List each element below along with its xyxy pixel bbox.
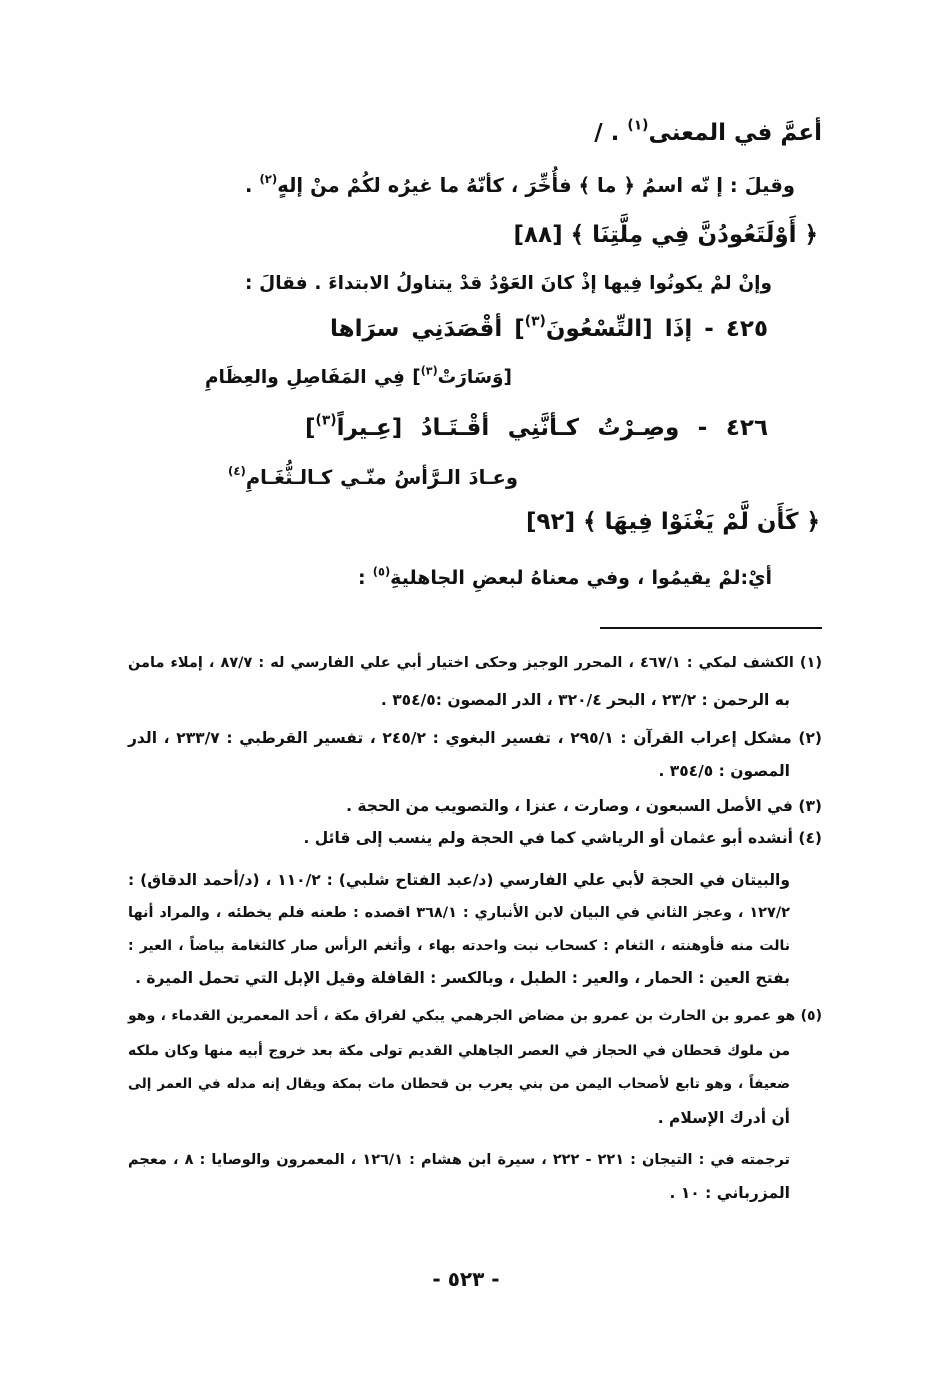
body-line-1	[492, 115, 822, 151]
body-text: :	[358, 567, 373, 589]
footnote-ref: (٣)	[420, 364, 438, 378]
footnote-5-line-2: من ملوك قحطان في الحجاز في العصر الجاهلي القديم تولى مكة بعد خروج أبيه منها وكان ملكه	[128, 1043, 790, 1059]
body-text: وإنْ لمْ يكونُوا فِيها إذْ كانَ العَوْدُ قدْ يتناولُ الابتداءَ . فقالَ :	[245, 273, 772, 294]
quran-quote-88	[478, 217, 818, 253]
footnote-5-line-4: أن أدرك الإسلام .	[657, 1109, 790, 1127]
verse-text: [وَسَارَتْ	[437, 367, 512, 388]
footnote-3-line-1: (٣) في الأصل السبعون ، وصارت ، عنزا ، والتصويب من الحجة .	[346, 797, 822, 815]
quran-text: ﴿ أَوْلَتَعُودُنَّ فِي مِلَّتِنَا ﴾ [٨٨]	[513, 222, 818, 248]
verse-text: ]	[305, 415, 316, 441]
verse-425-first-hemistich	[330, 311, 768, 347]
verse-text: وعـادَ الـرَّأسُ منّـي كـالـثُّغَـامِ	[245, 466, 518, 489]
footnote-4-line-5: بفتح العين : الحمار ، والعير : الطبل ، وبالكسر : القافلة وقيل الإبل التي تحمل الميرة .	[135, 969, 790, 987]
body-text: وقيلَ : إ نّه اسمُ ﴿ ما ﴾ فأُخِّرَ ، كأنّهُ ما غيرُه لكُمْ منْ إلهٍ	[277, 174, 795, 197]
body-line-10	[358, 560, 772, 596]
footnote-5-line-6: المزرباني : ١٠ .	[669, 1184, 790, 1202]
verse-425-second-hemistich	[205, 360, 512, 396]
verse-426-second-hemistich	[228, 460, 518, 496]
footnote-ref: (١)	[627, 117, 649, 134]
footnote-ref: (٣)	[315, 412, 337, 429]
footnote-ref: (٣)	[524, 313, 546, 330]
footnote-2-line-1: (٢) مشكل إعراب القرآن : ٢٩٥/١ ، تفسير البغوي : ٢٤٥/٢ ، تفسير القرطبي : ٢٣٣/٧ ، الدر	[128, 729, 823, 747]
verse-426-first-hemistich	[305, 410, 768, 446]
body-line-4	[245, 266, 772, 302]
body-text: .	[245, 174, 260, 197]
footnote-5-line-1: (٥) هو عمرو بن الحارث بن عمرو بن مضاض الجرهمي يبكي لفراق مكة ، أحد المعمرين القدماء ، وهو	[128, 1008, 822, 1024]
verse-text: ] فِي المَفَاصِلِ والعِظَامِ	[205, 367, 421, 388]
body-text: . /	[594, 120, 628, 146]
quran-text: ﴿ كَأَن لَّمْ يَغْنَوْا فِيهَا ﴾ [٩٢]	[526, 509, 820, 535]
footnote-4-line-4: نالت منه فأوهنته ، الثغام : كسحاب نبت واحدته بهاء ، وأثغم الرأس صار كالثغامة بياضاً ، العير :	[128, 938, 790, 954]
footnote-4-line-2: والبيتان في الحجة لأبي علي الفارسي (د/عبد الفتاح شلبي) : ١١٠/٢ ، (د/أحمد الدقاق) :	[128, 871, 790, 889]
verse-text: ٤٢٦ - وصِـرْتُ كـأنَّنِي أقْـتَـادُ [عِـيراً	[336, 415, 768, 441]
footnote-1-line-2: به الرحمن : ٢٣/٢ ، البحر ٣٢٠/٤ ، الدر المصون :٣٥٤/٥ .	[380, 691, 790, 709]
footnote-4-line-3: ١٢٧/٢ ، وعجز الثاني في البيان لابن الأنباري : ٣٦٨/١ اقصده : طعنه فلم يخطئه ، والمراد أنها	[128, 905, 791, 921]
footnote-ref: (٤)	[228, 464, 246, 479]
footnote-5-line-5: ترجمته في : التيجان : ٢٢١ - ٢٢٢ ، سيرة ابن هشام : ١٢٦/١ ، المعمرون والوصايا : ٨ ، معجم	[128, 1152, 791, 1168]
footnote-2-line-2: المصون : ٣٥٤/٥ .	[658, 762, 790, 780]
body-line-2	[245, 168, 795, 204]
footnote-separator	[600, 627, 822, 629]
footnote-ref: (٥)	[372, 564, 391, 579]
body-text: أعمَّ في المعنى	[648, 120, 822, 146]
quran-quote-92	[480, 504, 820, 540]
verse-text: ٤٢٥ - إذَا [التِّسْعُونَ	[545, 316, 768, 342]
page-number: - ٥٢٣ -	[432, 1267, 500, 1291]
body-text: أيْ:لمْ يقيمُوا ، وفي معناهُ لبعضِ الجاهليةِ	[390, 567, 772, 589]
footnote-5-line-3: ضعيفاً ، وهو تابع لأصحاب اليمن من بني يعرب بن قحطان مات بمكة ويقال إنه مدله في العمر إلى	[128, 1076, 790, 1092]
footnote-1-line-1: (١) الكشف لمكي : ٤٦٧/١ ، المحرر الوجيز وحكى اختيار أبي علي الفارسي له : ٨٧/٧ ، إملاء مامن	[128, 655, 822, 671]
footnote-4-line-1: (٤) أنشده أبو عثمان أو الرياشي كما في الحجة ولم ينسب إلى قائل .	[303, 829, 822, 847]
verse-text: ] أقْصَدَنِي سرَاها	[330, 316, 525, 342]
footnote-ref: (٢)	[259, 172, 278, 187]
